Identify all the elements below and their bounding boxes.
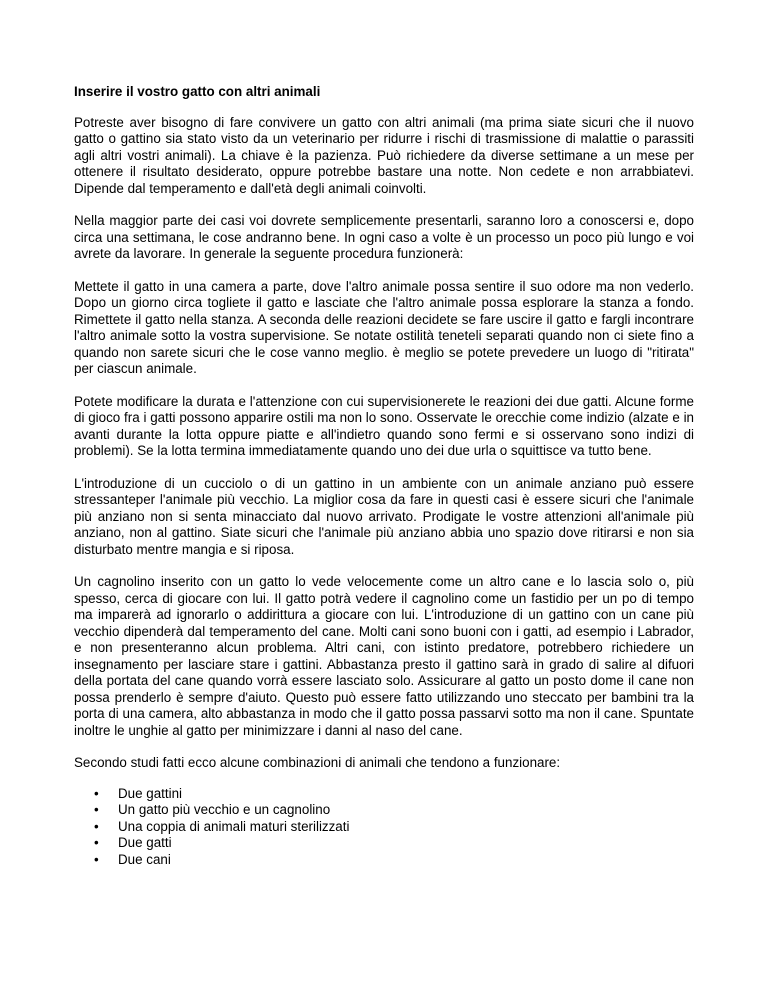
paragraph-procedure: Mettete il gatto in una camera a parte, dove l'altro animale possa sentire il suo odore ma non vederlo. Dopo un giorno circa togliete il gatto e lasciate che l'altro animale possa esplorare la stanza a fondo. Rimettete il gatto nella stanza. A seconda delle reazioni decidete se fare uscire il gatto e fargli incontrare l'altro animale sotto la vostra supervisione. Se notate ostilità teneteli separati quando non ci siete fino a quando non sarete sicuri che le cose vanno meglio. è meglio se potete prevedere un luogo di "ritirata" per ciascun animale. [74,278,694,376]
list-item-text: Due gatti [118,835,172,850]
list-item-text: Una coppia di animali maturi sterilizzati [118,818,350,834]
list-item [74,852,694,869]
document-page [74,84,694,868]
list-item [74,835,694,852]
bullet-icon: • [94,835,99,850]
document-title: Inserire il vostro gatto con altri animali [74,84,321,99]
paragraph-presentation: Nella maggior parte dei casi voi dovrete semplicemente presentarli, saranno loro a conoscersi e, dopo circa una settimana, le cose andranno bene. In ogni caso a volte è un processo un poco più lungo e voi avrete da lavorare. In generale la seguente procedura funzionerà: [74,213,694,261]
list-item [74,819,694,836]
bullet-icon: • [94,785,99,801]
bullet-icon: • [94,851,99,867]
paragraph-supervision: Potete modificare la durata e l'attenzione con cui supervisionerete le reazioni dei due gatti. Alcune forme di gioco fra i gatti possono apparire ostili ma non lo sono. Osservate le orecchie come indizio (alzate e in avanti durante la lotta oppure piatte e all'indietro quando sono fermi e si osservano sono indizi di problemi). Se la lotta termina immediatamente quando uno dei due urla o squittisce va tutto bene. [74,393,694,458]
combinations-list [74,786,694,869]
paragraph-dogs: Un cagnolino inserito con un gatto lo vede velocemente come un altro cane e lo lascia solo o, più spesso, cerca di giocare con lui. Il gatto potrà vedere il cagnolino come un fastidio per un po di tempo ma imparerà ad ignorarlo o addirittura a giocare con lui. L'introduzione di un gattino con un cane più vecchio dipenderà dal temperamento del cane. Molti cani sono buoni con i gatti, ad esempio i Labrador, e non presenteranno alcun problema. Altri cani, con istinto predatore, potrebbero richiedere un insegnamento per lasciare stare i gattini. Abbastanza presto il gattino sarà in grado di salire al difuori della portata del cane quando vorrà essere lasciato solo. Assicurare al gatto un posto dome il cane non possa prenderlo è sempre d'aiuto. Questo può essere fatto utilizzando uno steccato per bambini tra la porta di una camera, alto abbastanza in modo che il gatto possa passarvi sotto ma non il cane. Spuntate inoltre le unghie al gatto per minimizzare i danni al naso del cane. [74,574,694,738]
list-item-text: Due cani [118,851,171,867]
bullet-icon: • [94,802,99,817]
paragraph-intro: Potreste aver bisogno di fare convivere un gatto con altri animali (ma prima siate sicuri che il nuovo gatto o gattino sia stato visto da un veterinario per ridurre i rischi di trasmissione di malattie o parassiti agli altri vostri animali). La chiave è la pazienza. Può richiedere da diverse settimane a un mese per ottenere il risultato desiderato, oppure potrebbe bastare una notte. Non cedete e non arrabbiatevi. Dipende dal temperamento e dall'età degli animali coinvolti. [74,114,694,196]
list-item-text: Due gattini [118,785,183,801]
paragraph-combinations: Secondo studi fatti ecco alcune combinazioni di animali che tendono a funzionare: [74,755,561,770]
paragraph-older-animal: L'introduzione di un cucciolo o di un gattino in un ambiente con un animale anziano può essere stressanteper l'animale più vecchio. La miglior cosa da fare in questi casi è essere sicuri che l'animale più anziano non si senta minacciato dal nuovo arrivato. Prodigate le vostre attenzioni all'animale più anziano, non al gattino. Siate sicuri che l'animale più anziano abbia uno spazio dove ritirarsi e non sia disturbato mentre mangia e si riposa. [74,475,694,557]
list-item [74,786,694,803]
list-item [74,802,694,819]
bullet-icon: • [94,818,99,834]
list-item-text: Un gatto più vecchio e un cagnolino [118,802,331,817]
